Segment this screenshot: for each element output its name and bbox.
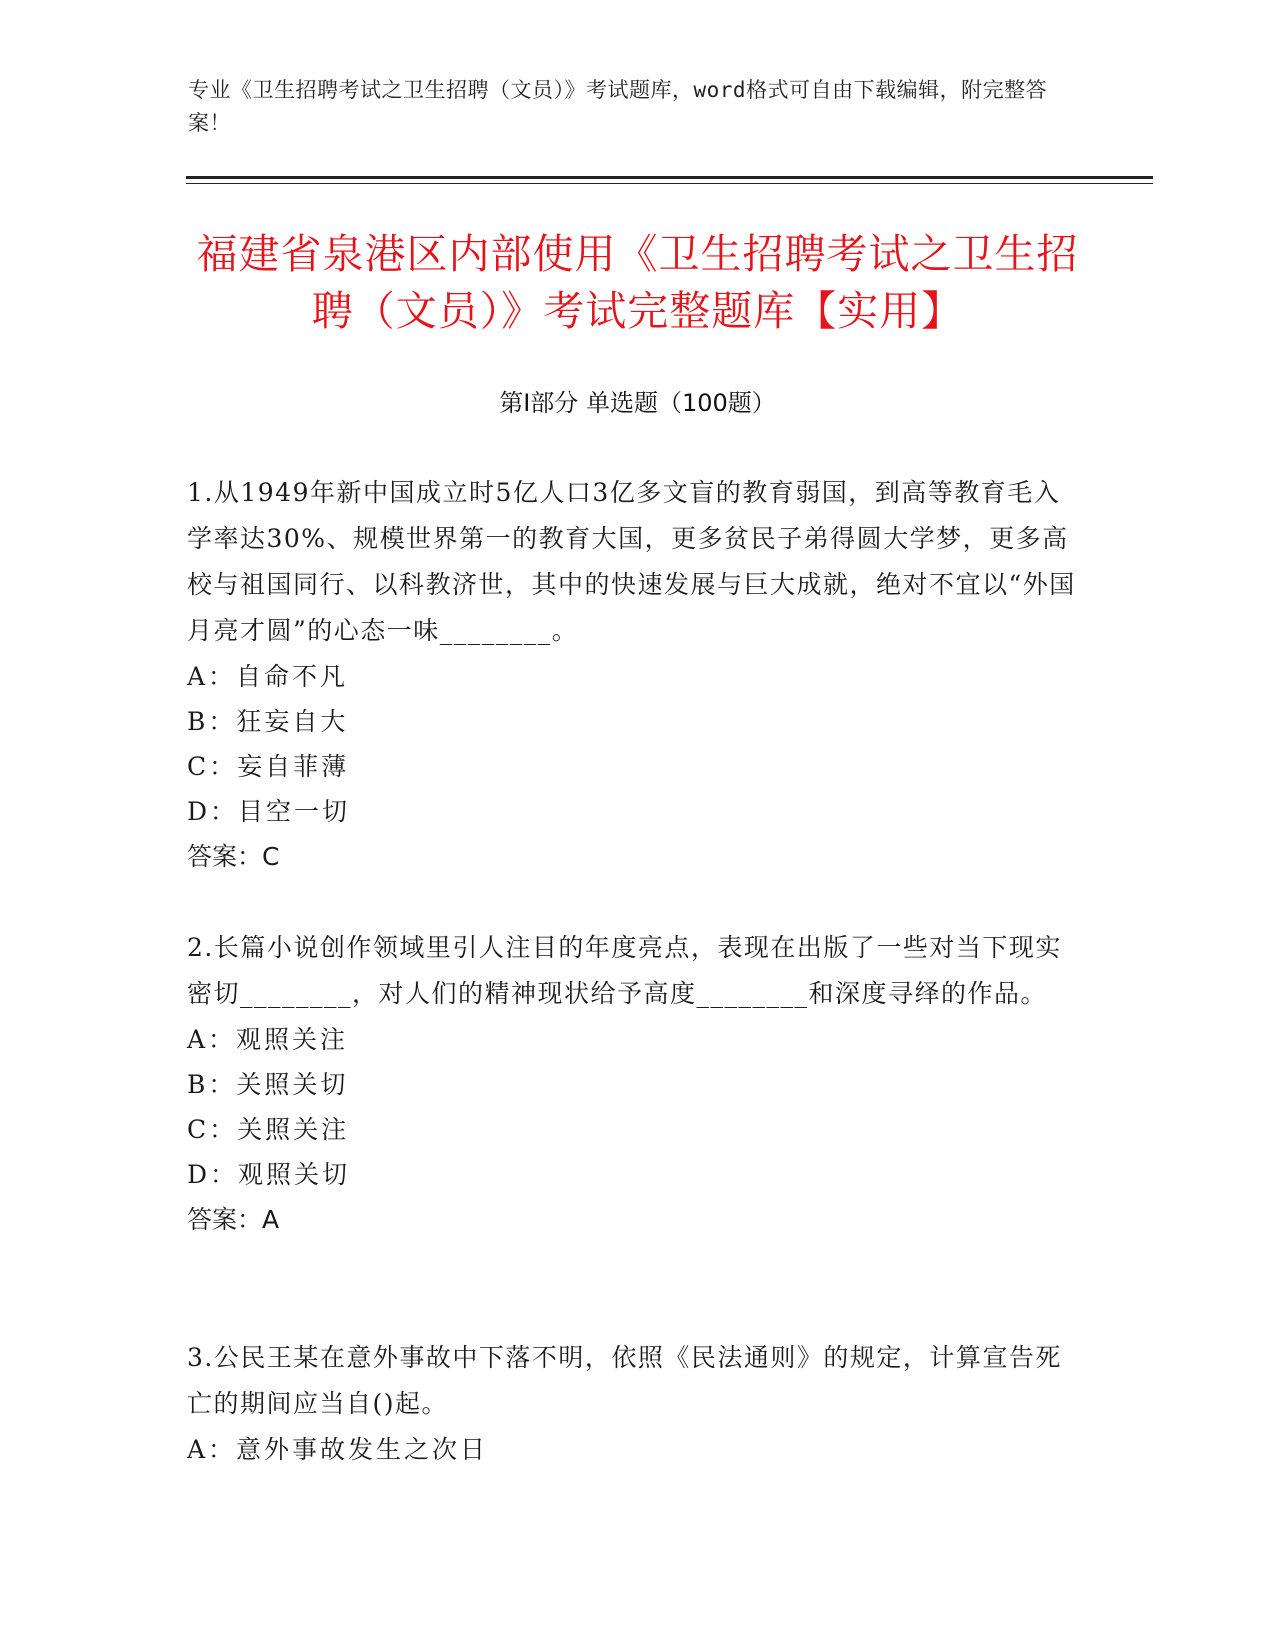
document-title: 福建省泉港区内部使用《卫生招聘考试之卫生招聘（文员）》考试完整题库【实用】 [196,230,1079,335]
answer: 答案：A [187,1205,280,1234]
header-rule-thick [186,176,1153,179]
option-a: A：自命不凡 [187,662,349,691]
option-d: D：目空一切 [187,797,351,826]
question-3 [187,1335,1082,1472]
option-b: B：关照关切 [187,1070,349,1099]
option-a: A：观照关注 [187,1025,349,1054]
header-rule-thin [186,183,1153,184]
option-b: B：狂妄自大 [187,707,349,736]
question-stem: 1.从1949年新中国成立时5亿人口3亿多文盲的教育弱国，到高等教育毛入学率达30%、规模世界第一的教育大国，更多贫民子弟得圆大学梦，更多高校与祖国同行、以科教济世，其中的快速发展与巨大成就，绝对不宜以“外国月亮才圆”的心态一味________。 [187,478,1076,645]
answer: 答案：C [187,842,280,871]
header-note: 专业《卫生招聘考试之卫生招聘（文员）》考试题库，word格式可自由下载编辑，附完整答案！ [188,78,1048,135]
option-c: C：关照关注 [187,1115,350,1144]
option-c: C：妄自菲薄 [187,752,350,781]
question-1 [187,470,1082,880]
question-stem: 3.公民王某在意外事故中下落不明，依照《民法通则》的规定，计算宣告死亡的期间应当自()起。 [187,1343,1062,1418]
question-stem: 2.长篇小说创作领域里引人注目的年度亮点，表现在出版了一些对当下现实密切________，对人们的精神现状给予高度________和深度寻绎的作品。 [187,933,1062,1008]
option-d: D：观照关切 [187,1160,351,1189]
section-title: 第Ⅰ部分 单选题（100题） [499,389,776,417]
question-2 [187,925,1082,1243]
option-a: A：意外事故发生之次日 [187,1435,489,1464]
